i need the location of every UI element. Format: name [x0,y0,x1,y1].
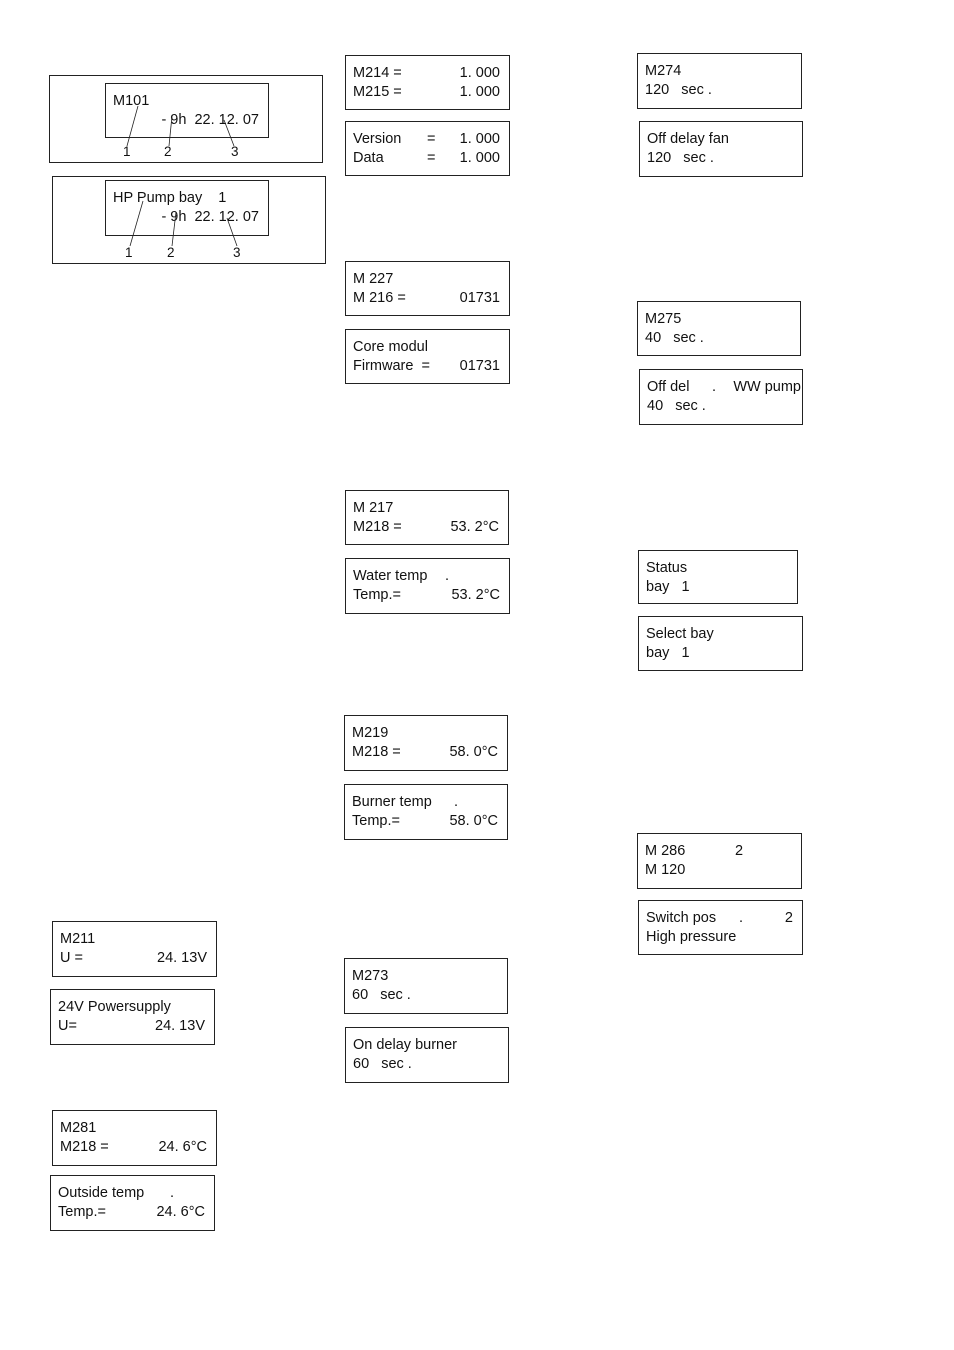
leader-line [169,116,172,146]
display-label: Data [353,150,384,166]
display-code: M 286 [645,843,686,859]
leader-line [227,218,237,246]
display-value: 120 sec . [645,82,712,98]
display-title: Status [646,560,688,576]
display-status [638,550,798,604]
display-title: 24V Powersupply [58,999,171,1015]
display-value: 58. 0°C [449,813,498,829]
display-suffix: WW pump [733,379,801,395]
display-m286 [637,833,802,889]
display-label: M214 = [353,65,402,81]
display-number: 2 [735,843,744,859]
display-core-modul [345,329,510,384]
display-title: Burner temp [352,794,432,810]
display-value: 01731 [459,290,500,306]
display-code: M211 [60,931,96,947]
display-label: Temp.= [352,813,400,829]
display-label: Temp.= [58,1204,106,1220]
display-m101-line2: - 9h 22. 12. 07 [161,112,259,128]
display-value: 60 sec . [353,1056,412,1072]
display-outside-temp [50,1175,215,1231]
display-code: M275 [645,311,682,327]
callout-3: 3 [233,245,241,260]
display-24v-powersupply [50,989,215,1045]
display-value: bay 1 [646,645,690,661]
callout-2: 2 [167,245,175,260]
display-burner-temp [344,784,508,840]
display-label: U= [58,1018,77,1034]
display-dot: . [712,379,717,395]
display-label: U = [60,950,83,966]
leader-line [127,106,138,146]
display-m274 [637,53,802,109]
display-off-del-ww-pump [639,369,803,425]
display-value: 24. 13V [155,1018,205,1034]
display-label: Firmware = [353,358,430,374]
display-hp-pump-bay-line1: HP Pump bay 1 [113,190,227,206]
display-code: M273 [352,968,389,984]
callout-1: 1 [125,245,133,260]
display-switch-pos [638,900,803,955]
display-code: M 227 [353,271,394,287]
display-m281 [52,1110,217,1166]
display-m275 [637,301,801,356]
display-m211 [52,921,217,977]
display-value: 24. 13V [157,950,207,966]
display-line2: M 120 [645,862,686,878]
display-label: Temp.= [353,587,401,603]
display-value: 60 sec . [352,987,411,1003]
leader-line [172,212,176,246]
display-hp-pump-bay-line2: - 9h 22. 12. 07 [161,209,259,225]
display-title: Off del [647,379,690,395]
callout-2: 2 [164,144,172,159]
display-number: 2 [784,910,793,926]
leader-line [130,201,143,246]
display-value: 24. 6°C [156,1204,205,1220]
display-value: bay 1 [646,579,690,595]
display-title: Outside temp [58,1185,145,1201]
display-water-temp [345,558,510,614]
display-value: 1. 000 [459,150,500,166]
display-m273 [344,958,508,1014]
display-title: Water temp [353,568,428,584]
display-m214 [345,55,510,110]
display-value: 01731 [459,358,500,374]
display-value: 53. 2°C [451,587,500,603]
display-value: 58. 0°C [449,744,498,760]
display-m217 [345,490,509,545]
display-label: M218 = [60,1139,109,1155]
display-title: Switch pos [646,910,717,926]
display-code: M219 [352,725,389,741]
display-dot: . [445,568,450,584]
display-label: M218 = [352,744,401,760]
display-value: 1. 000 [459,131,500,147]
callout-1: 1 [123,144,131,159]
display-equals: = [427,150,436,166]
display-value: 120 sec . [647,150,714,166]
display-off-delay-fan [639,121,803,177]
display-label: M 216 = [353,290,406,306]
display-equals: = [427,131,436,147]
display-value: 40 sec . [647,398,706,414]
display-title: Select bay [646,626,714,642]
display-dot: . [454,794,459,810]
display-code: M281 [60,1120,97,1136]
display-label: M218 = [353,519,402,535]
display-dot: . [739,910,744,926]
display-title: Core modul [353,339,428,355]
display-select-bay [638,616,803,671]
display-title: Off delay fan [647,131,729,147]
display-title: On delay burner [353,1037,457,1053]
display-value: 24. 6°C [158,1139,207,1155]
display-value: 40 sec . [645,330,704,346]
leader-line [224,120,234,146]
display-m227 [345,261,510,316]
display-m101-line1: M101 [113,93,150,109]
display-label: M215 = [353,84,402,100]
display-value: 53. 2°C [450,519,499,535]
display-on-delay-burner [345,1027,509,1083]
display-dot: . [170,1185,175,1201]
display-line2: High pressure [646,929,737,945]
display-code: M 217 [353,500,394,516]
display-m219 [344,715,508,771]
display-value: 1. 000 [459,84,500,100]
display-label: Version [353,131,402,147]
callout-3: 3 [231,144,239,159]
display-code: M274 [645,63,682,79]
display-value: 1. 000 [459,65,500,81]
display-version-data [345,121,510,176]
